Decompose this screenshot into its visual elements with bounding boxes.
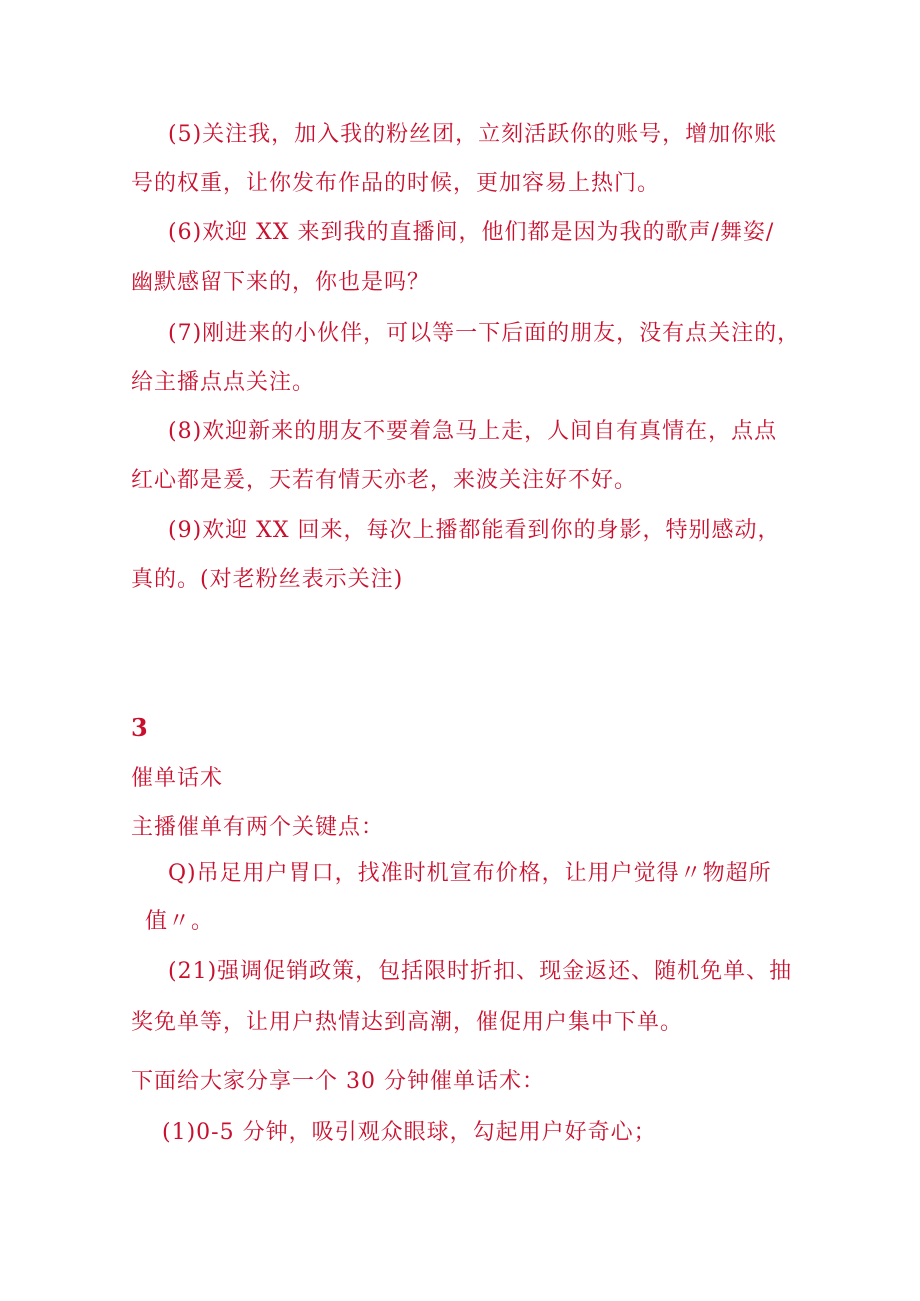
item-6-line-1: (6)欢迎 XX 来到我的直播间，他们都是因为我的歌声/舞姿/ (168, 220, 775, 245)
item-9-line-2: 真的。(对老粉丝表示关注) (131, 567, 404, 592)
item-7-line-1: (7)刚进来的小伙伴，可以等一下后面的朋友，没有点关注的， (168, 321, 801, 346)
item-8-line-1: (8)欢迎新来的朋友不要着急马上走，人间自有真情在，点点 (168, 419, 778, 444)
point-2-line-1: (21)强调促销政策，包括限时折扣、现金返还、随机免单、抽 (168, 959, 793, 984)
share-intro: 下面给大家分享一个 30 分钟催单话术： (131, 1069, 545, 1094)
step-1: (1)0-5 分钟，吸引观众眼球，勾起用户好奇心； (162, 1120, 657, 1145)
point-1-line-1: Q)吊足用户胃口，找准时机宣布价格，让用户觉得〃物超所 (168, 861, 772, 886)
item-8-line-2: 红心都是爰，天若有情天亦老，来波关注好不好。 (131, 468, 638, 493)
item-6-line-2: 幽默感留下来的，你也是吗？ (131, 270, 431, 295)
item-9-line-1: (9)欢迎 XX 回来，每次上播都能看到你的身影，特别感动， (168, 518, 781, 543)
section-intro: 主播催单有两个关键点： (131, 815, 385, 840)
point-2-line-2: 奖免单等，让用户热情达到高潮，催促用户集中下单。 (131, 1010, 684, 1035)
item-5-line-1: (5)关注我，加入我的粉丝团，立刻活跃你的账号，增加你账 (168, 122, 778, 147)
point-1-line-2: 值〃。 (145, 909, 215, 934)
section-title: 催单话术 (131, 766, 224, 791)
item-5-line-2: 号的权重，让你发布作品的时候，更加容易上热门。 (131, 171, 661, 196)
section-number: 3 (131, 713, 148, 742)
item-7-line-2: 给主播点点关注。 (131, 370, 316, 395)
